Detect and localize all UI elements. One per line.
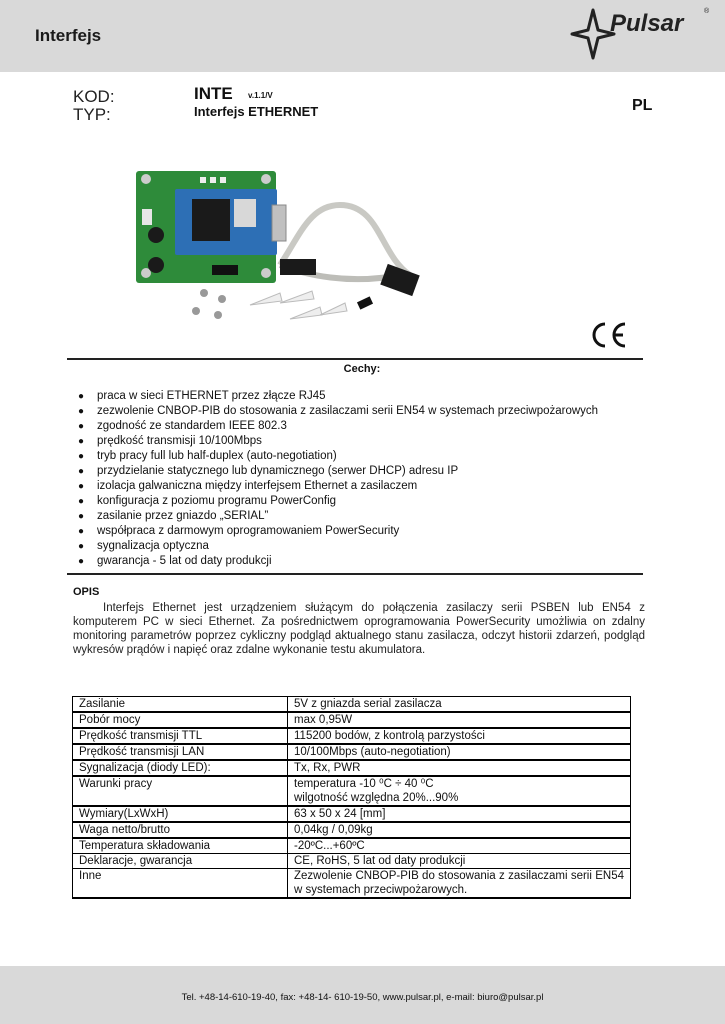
feature-text: zasilanie przez gniazdo „SERIAL” bbox=[97, 510, 269, 522]
feature-item bbox=[78, 404, 598, 419]
features-list bbox=[78, 389, 598, 569]
spec-value bbox=[288, 776, 631, 806]
bullet-icon: ● bbox=[78, 541, 85, 552]
table-row bbox=[73, 869, 631, 899]
bullet-icon: ● bbox=[78, 481, 85, 492]
table-row bbox=[73, 697, 631, 713]
spec-value: CE, RoHS, 5 lat od daty produkcji bbox=[288, 854, 631, 869]
feature-item bbox=[78, 464, 598, 479]
page-title: Interfejs bbox=[35, 26, 102, 45]
table-row bbox=[73, 712, 631, 728]
spec-value: Zezwolenie CNBOP-PIB do stosowania z zasilaczami serii EN54 w systemach przeciwpożarowych. bbox=[288, 869, 631, 899]
feature-text: przydzielanie statycznego lub dynamicznego (serwer DHCP) adresu IP bbox=[97, 465, 459, 477]
opis-text: Interfejs Ethernet jest urządzeniem służącym do połączenia zasilaczy serii PSBEN lub EN54 z komputerem PC w sieci Ethernet. Za pośrednictwem oprogramowania PowerSecurity umożliwia on zdalny monitoring parametrów poprzez cykliczny podgląd aktualnego stanu zasilacza, odczyt historii zdarzeń, podgląd wykresów prądów i napięć oraz zdalne wykonanie testu akumulatora. bbox=[73, 602, 645, 656]
spec-value: 5V z gniazda serial zasilacza bbox=[288, 697, 631, 713]
feature-item bbox=[78, 554, 598, 569]
feature-text: praca w sieci ETHERNET przez złącze RJ45 bbox=[97, 390, 326, 402]
typ-label: TYP: bbox=[73, 105, 111, 124]
spec-label: Temperatura składowania bbox=[73, 838, 288, 854]
table-row bbox=[73, 744, 631, 760]
bullet-icon: ● bbox=[78, 436, 85, 447]
product-photo bbox=[130, 165, 430, 330]
opis-heading: OPIS bbox=[73, 586, 100, 598]
language-code: PL bbox=[632, 97, 653, 114]
feature-text: zezwolenie CNBOP-PIB do stosowania z zasilaczami serii EN54 w systemach przeciwpożarowych bbox=[97, 405, 599, 417]
feature-text: tryb pracy full lub half-duplex (auto-negotiation) bbox=[97, 450, 337, 462]
spec-label: Prędkość transmisji TTL bbox=[73, 728, 288, 744]
features-heading: Cechy: bbox=[343, 363, 381, 375]
bullet-icon: ● bbox=[78, 406, 85, 417]
spec-value: 115200 bodów, z kontrolą parzystości bbox=[288, 728, 631, 744]
bullet-icon: ● bbox=[78, 421, 85, 432]
feature-text: konfiguracja z poziomu programu PowerConfig bbox=[97, 495, 337, 507]
table-row bbox=[73, 760, 631, 776]
product-type: Interfejs ETHERNET bbox=[194, 104, 319, 119]
table-row bbox=[73, 806, 631, 822]
feature-item bbox=[78, 524, 598, 539]
spec-label: Deklaracje, gwarancja bbox=[73, 854, 288, 869]
feature-text: izolacja galwaniczna między interfejsem Ethernet a zasilaczem bbox=[97, 480, 418, 492]
feature-text: prędkość transmisji 10/100Mbps bbox=[97, 435, 262, 447]
feature-item bbox=[78, 479, 598, 494]
feature-text: gwarancja - 5 lat od daty produkcji bbox=[97, 555, 272, 567]
spec-value: 10/100Mbps (auto-negotiation) bbox=[288, 744, 631, 760]
spec-value: 63 x 50 x 24 [mm] bbox=[288, 806, 631, 822]
feature-text: sygnalizacja optyczna bbox=[97, 540, 209, 552]
bullet-icon: ● bbox=[78, 451, 85, 462]
divider-bottom bbox=[67, 573, 643, 575]
feature-item bbox=[78, 449, 598, 464]
product-version: v.1.1/V bbox=[248, 91, 273, 100]
feature-text: zgodność ze standardem IEEE 802.3 bbox=[97, 420, 287, 432]
table-row bbox=[73, 822, 631, 838]
spec-label: Sygnalizacja (diody LED): bbox=[73, 760, 288, 776]
pulsar-logo bbox=[570, 6, 710, 62]
feature-item bbox=[78, 419, 598, 434]
spec-label: Waga netto/brutto bbox=[73, 822, 288, 838]
spec-value: Tx, Rx, PWR bbox=[288, 760, 631, 776]
feature-item bbox=[78, 539, 598, 554]
divider-top bbox=[67, 358, 643, 360]
spec-label: Inne bbox=[73, 869, 288, 899]
kod-label: KOD: bbox=[73, 87, 115, 106]
feature-item bbox=[78, 494, 598, 509]
bullet-icon: ● bbox=[78, 466, 85, 477]
logo-wordmark: Pulsar bbox=[610, 10, 684, 37]
spec-label: Warunki pracy bbox=[73, 776, 288, 806]
spec-label: Prędkość transmisji LAN bbox=[73, 744, 288, 760]
spec-label: Zasilanie bbox=[73, 697, 288, 713]
feature-item bbox=[78, 434, 598, 449]
feature-item bbox=[78, 389, 598, 404]
spec-table bbox=[72, 696, 631, 899]
table-row bbox=[73, 854, 631, 869]
product-code: INTE bbox=[194, 84, 233, 103]
table-row bbox=[73, 776, 631, 806]
footer-contact: Tel. +48-14-610-19-40, fax: +48-14- 610-19-50, www.pulsar.pl, e-mail: biuro@pulsar.pl bbox=[181, 992, 544, 1003]
ce-mark-icon bbox=[588, 320, 628, 350]
spec-label: Pobór mocy bbox=[73, 712, 288, 728]
spec-value: -20ºC...+60ºC bbox=[288, 838, 631, 854]
spec-value-line: temperatura -10 ⁰C ÷ 40 ⁰C bbox=[294, 778, 434, 790]
bullet-icon: ● bbox=[78, 511, 85, 522]
table-row bbox=[73, 838, 631, 854]
bullet-icon: ● bbox=[78, 391, 85, 402]
bullet-icon: ● bbox=[78, 556, 85, 567]
spec-value-line: wilgotność względna 20%...90% bbox=[294, 792, 459, 804]
bullet-icon: ● bbox=[78, 496, 85, 507]
spec-value: max 0,95W bbox=[288, 712, 631, 728]
spec-value: 0,04kg / 0,09kg bbox=[288, 822, 631, 838]
bullet-icon: ● bbox=[78, 526, 85, 537]
registered-mark: ® bbox=[704, 8, 710, 15]
table-row bbox=[73, 728, 631, 744]
feature-item bbox=[78, 509, 598, 524]
feature-text: współpraca z darmowym oprogramowaniem PowerSecurity bbox=[97, 525, 400, 537]
spec-label: Wymiary(LxWxH) bbox=[73, 806, 288, 822]
